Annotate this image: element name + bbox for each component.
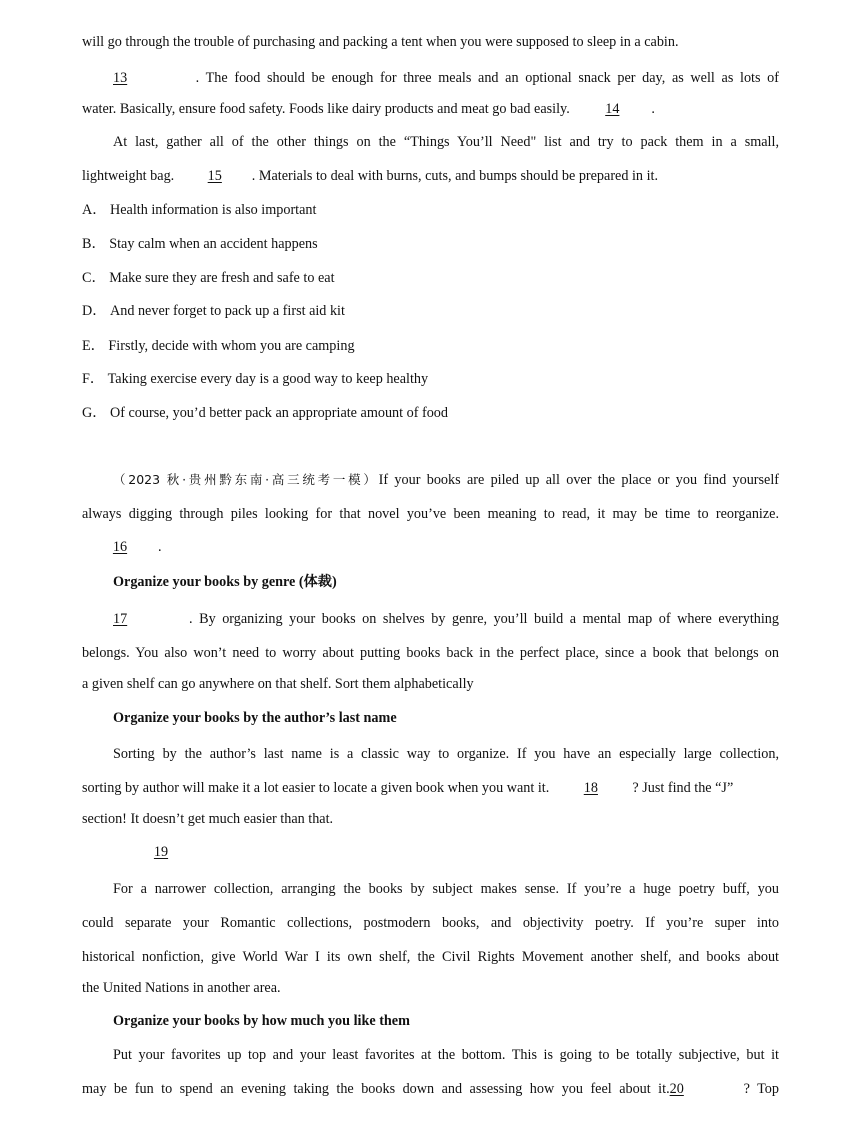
paragraph-18-line-1: Sorting by the author’s last name is a classic way to organize. If you have an especially large collection, — [113, 746, 779, 762]
text-line: will go through the trouble of purchasing and packing a tent when you were supposed to sleep in a cabin. — [82, 34, 679, 50]
option-b: B． Stay calm when an accident happens — [82, 236, 318, 252]
answer-blank-17[interactable]: 17 — [113, 611, 128, 627]
answer-blank-18[interactable]: 18 — [583, 780, 598, 796]
option-e: E． Firstly, decide with whom you are camping — [82, 338, 355, 354]
paragraph-19-line-2: could separate your Romantic collections, postmodern books, and objectivity poetry. If you’re super into — [82, 915, 779, 931]
paragraph-20-line-1: Put your favorites up top and your least favorites at the bottom. This is going to be totally subjective, but it — [113, 1047, 779, 1063]
paragraph-13-line-2: water. Basically, ensure food safety. Foods like dairy products and meat go bad easily. 14 . — [82, 101, 655, 117]
paragraph-18-line-2: sorting by author will make it a lot easier to locate a given book when you want it. 18 ? Just find the “J” — [82, 780, 734, 796]
answer-blank-19[interactable]: 19 — [153, 844, 169, 860]
paragraph-15-line-2: lightweight bag. 15 . Materials to deal with burns, cuts, and bumps should be prepared in it. — [82, 168, 659, 184]
passage-2-intro-line-3: 16 . — [82, 538, 779, 556]
option-d: D． And never forget to pack up a first aid kit — [82, 303, 345, 319]
passage-2-intro-line-1: （2023 秋·贵州黔东南·高三统考一模）If your books are piled up all over the place or you find yourself — [113, 472, 779, 488]
paragraph-19-line-3: historical nonfiction, give World War I its own shelf, the Civil Rights Movement another shelf, and books about — [82, 949, 779, 965]
paragraph-19-line-1: For a narrower collection, arranging the books by subject makes sense. If you’re a huge poetry buff, you — [113, 881, 779, 897]
source-label: （2023 秋·贵州黔东南·高三统考一模） — [113, 472, 379, 487]
answer-blank-14[interactable]: 14 — [605, 101, 620, 117]
option-f: F． Taking exercise every day is a good way to keep healthy — [82, 371, 429, 387]
heading-author: Organize your books by the author’s last name — [113, 710, 397, 726]
answer-blank-15[interactable]: 15 — [207, 168, 222, 184]
paragraph-20-line-2: may be fun to spend an evening taking the books down and assessing how you feel about it.20 ? Top — [82, 1081, 779, 1097]
paragraph-15-line-1: At last, gather all of the other things on the “Things You’ll Need" list and try to pack them in a small, — [113, 134, 779, 150]
paragraph-17-line-1: 17 . By organizing your books on shelves by genre, you’ll build a mental map of where everything — [113, 611, 779, 627]
answer-blank-16[interactable]: 16 — [112, 539, 128, 555]
paragraph-17-line-2: belongs. You also won’t need to worry about putting books back in the perfect place, since a book that belongs on — [82, 645, 779, 661]
heading-genre: Organize your books by genre (体裁) — [113, 574, 337, 590]
paragraph-13-line-1: 13 . The food should be enough for three meals and an optional snack per day, as well as lots of — [113, 70, 779, 86]
paragraph-18-line-3: section! It doesn’t get much easier than that. — [82, 811, 334, 827]
option-c: C． Make sure they are fresh and safe to eat — [82, 270, 335, 286]
answer-blank-20[interactable]: 20 — [669, 1081, 684, 1097]
heading-like: Organize your books by how much you like them — [113, 1013, 410, 1029]
passage-2-intro-line-2: always digging through piles looking for that novel you’ve been meaning to read, it may be time to reorganize. — [82, 506, 779, 522]
paragraph-19-line-4: the United Nations in another area. — [82, 980, 281, 996]
paragraph-17-line-3: a given shelf can go anywhere on that shelf. Sort them alphabetically — [82, 676, 474, 692]
answer-blank-13[interactable]: 13 — [113, 70, 128, 86]
option-g: G． Of course, you’d better pack an appropriate amount of food — [82, 405, 448, 421]
blank-19-line — [120, 843, 817, 861]
option-a: A． Health information is also important — [82, 202, 317, 218]
